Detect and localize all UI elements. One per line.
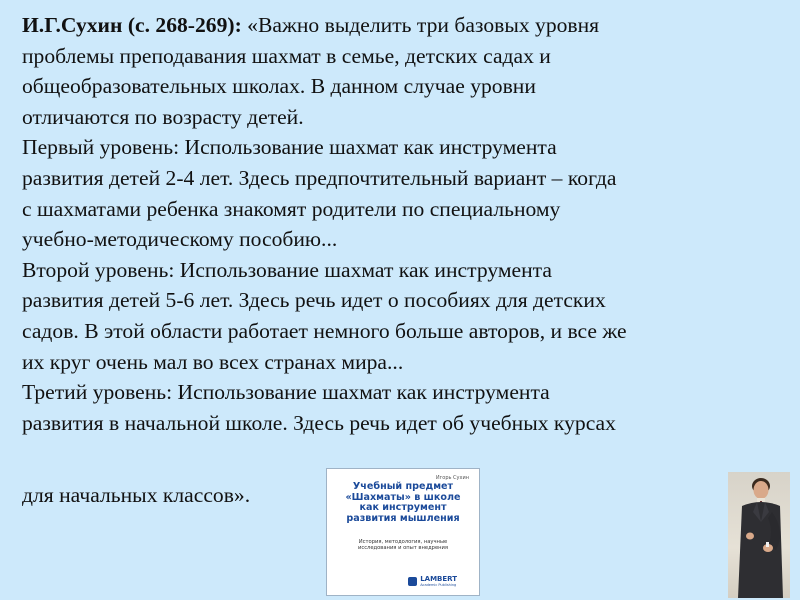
text-line-3: общеобразовательных школах. В данном случае уровни — [22, 74, 536, 99]
text-line-12: их круг очень мал во всех странах мира... — [22, 349, 404, 374]
text-line-8: учебно-методическому пособию... — [22, 227, 338, 252]
book-cover-image — [326, 468, 480, 596]
book-author: Игорь Сухин — [435, 475, 469, 481]
book-title-line: «Шахматы» в школе — [345, 491, 461, 503]
publisher-icon — [408, 577, 417, 586]
text-line-4: отличаются по возрасту детей. — [22, 104, 304, 129]
author-photo — [728, 472, 790, 598]
publisher-name: LAMBERT — [420, 575, 457, 583]
book-subtitle — [333, 539, 473, 552]
text-line-9: Второй уровень: Использование шахмат как инструмента — [22, 257, 552, 282]
text-line-7: с шахматами ребенка знакомят родители по специальному — [22, 196, 561, 221]
text-line-10: развития детей 5-6 лет. Здесь речь идет о пособиях для детских — [22, 288, 606, 313]
text-line-6: развития детей 2-4 лет. Здесь предпочтительный вариант – когда — [22, 165, 617, 190]
text-line-11: садов. В этой области работает немного больше авторов, и все же — [22, 318, 627, 343]
quote-text — [22, 10, 792, 438]
book-subtitle-line: История, методология, научные — [358, 539, 448, 545]
text-line-2: проблемы преподавания шахмат в семье, детских садах и — [22, 43, 551, 68]
book-title-line: Учебный предмет — [352, 481, 454, 492]
book-title-line: развития мышления — [346, 512, 460, 524]
book-subtitle-line: исследования и опыт внедрения — [357, 545, 449, 552]
publisher-subtitle: Academic Publishing — [420, 583, 457, 587]
text-line-5: Первый уровень: Использование шахмат как инструмента — [22, 135, 557, 160]
person-illustration — [728, 472, 790, 598]
quote-line-1: «Важно выделить три базовых уровня — [241, 13, 600, 37]
text-line-15: для начальных классов». — [22, 483, 251, 507]
text-line-14: развития в начальной школе. Здесь речь идет об учебных курсах — [22, 410, 616, 435]
book-title-line: как инструмент — [359, 502, 447, 514]
author-reference: И.Г.Сухин (с. 268-269): — [22, 13, 242, 37]
text-line-1 — [22, 10, 792, 41]
book-title — [331, 482, 475, 524]
publisher-logo — [408, 576, 457, 587]
text-line-13: Третий уровень: Использование шахмат как инструмента — [22, 380, 550, 405]
